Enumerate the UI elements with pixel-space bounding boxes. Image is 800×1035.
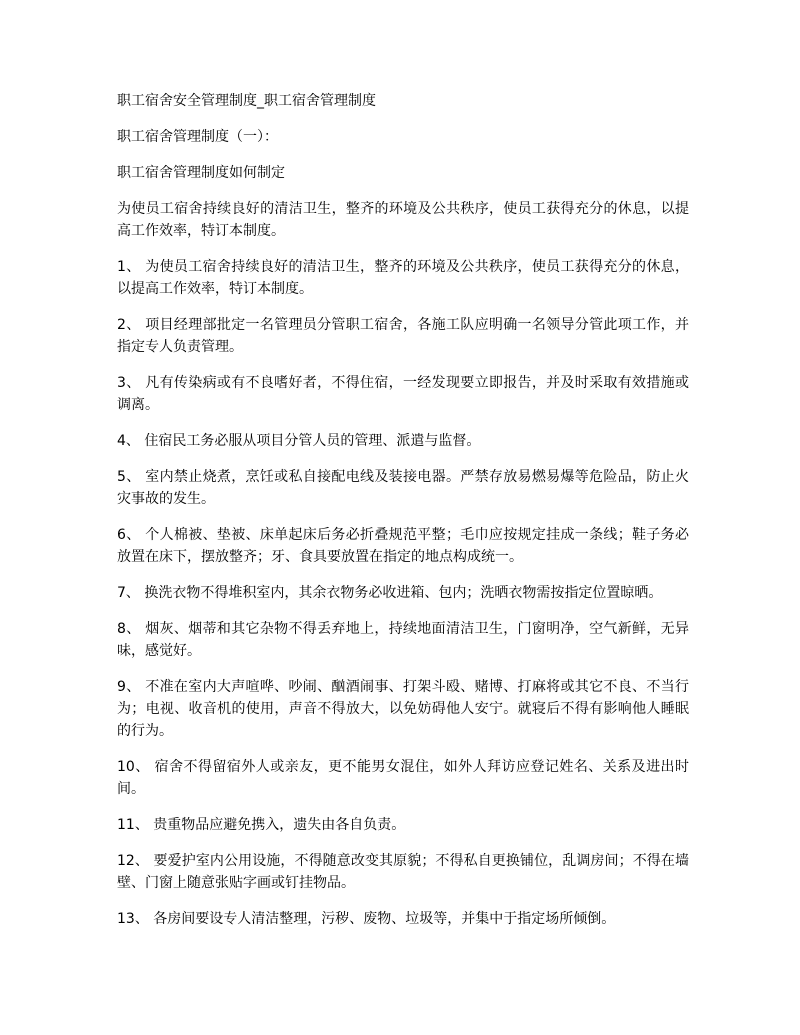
- rule-item-11: 11、 贵重物品应避免携入，遗失由各自负责。: [117, 817, 406, 833]
- document-subtitle: 职工宿舍管理制度（一）：: [117, 129, 278, 145]
- rule-item-10: 10、 宿舍不得留宿外人或亲友，更不能男女混住，如外人拜访应登记姓名、关系及进出时间。: [117, 759, 689, 797]
- intro-paragraph: 为使员工宿舍持续良好的清洁卫生，整齐的环境及公共秩序，使员工获得充分的休息，以提高工作效率，特订本制度。: [117, 201, 689, 239]
- rule-item-13: 13、 各房间要设专人清洁整理，污秽、废物、垃圾等，并集中于指定场所倾倒。: [117, 911, 616, 927]
- rule-item-12: 12、 要爱护室内公用设施，不得随意改变其原貌；不得私自更换铺位，乱调房间；不得在墙壁、门窗上随意张贴字画或钉挂物品。: [117, 853, 689, 891]
- rule-item-1: 1、 为使员工宿舍持续良好的清洁卫生，整齐的环境及公共秩序，使员工获得充分的休息，以提高工作效率，特订本制度。: [117, 259, 689, 297]
- rule-item-4: 4、 住宿民工务必服从项目分管人员的管理、派遣与监督。: [117, 433, 481, 449]
- rule-item-8: 8、 烟灰、烟蒂和其它杂物不得丢弃地上，持续地面清洁卫生，门窗明净，空气新鲜，无异味，感觉好。: [117, 621, 689, 659]
- rule-item-5: 5、 室内禁止烧煮，烹饪或私自接配电线及装接电器。严禁存放易燃易爆等危险品，防止火灾事故的发生。: [117, 469, 689, 507]
- document-body: [117, 90, 689, 944]
- rule-item-6: 6、 个人棉被、垫被、床单起床后务必折叠规范平整；毛巾应按规定挂成一条线；鞋子务必放置在床下，摆放整齐；牙、食具要放置在指定的地点构成统一。: [117, 527, 689, 565]
- document-title: 职工宿舍安全管理制度_职工宿舍管理制度: [117, 93, 376, 109]
- section-heading: 职工宿舍管理制度如何制定: [117, 165, 285, 181]
- rule-item-2: 2、 项目经理部批定一名管理员分管职工宿舍，各施工队应明确一名领导分管此项工作，并指定专人负责管理。: [117, 317, 689, 355]
- rule-item-3: 3、 凡有传染病或有不良嗜好者，不得住宿，一经发现要立即报告，并及时采取有效措施或调离。: [117, 375, 689, 413]
- rule-item-7: 7、 换洗衣物不得堆积室内，其余衣物务必收进箱、包内；洗晒衣物需按指定位置晾晒。: [117, 585, 663, 601]
- rule-item-9: 9、 不准在室内大声喧哗、吵闹、酗酒闹事、打架斗殴、赌博、打麻将或其它不良、不当行为；电视、收音机的使用，声音不得放大，以免妨碍他人安宁。就寝后不得有影响他人睡眠的行为。: [117, 679, 689, 739]
